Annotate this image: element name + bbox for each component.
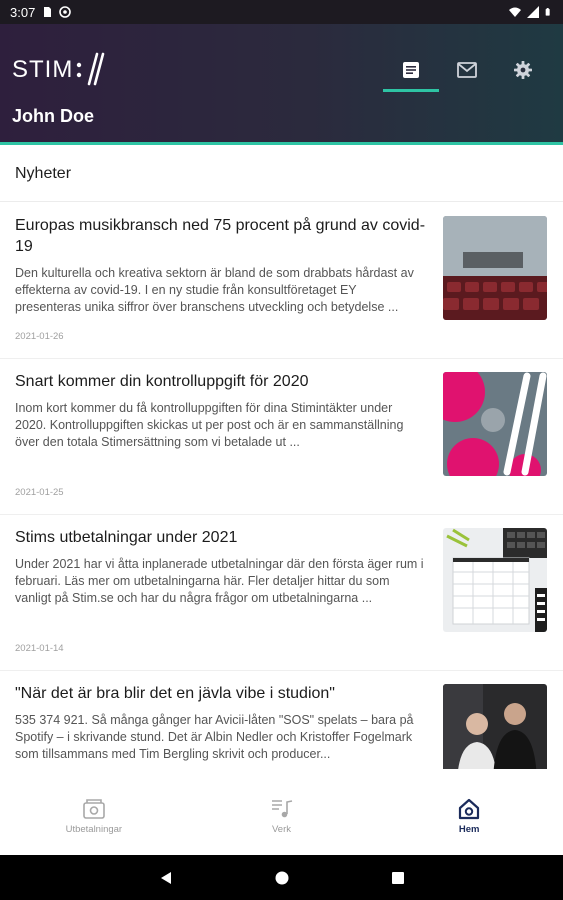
news-excerpt: 535 374 921. Så många gånger har Avicii-låten "SOS" spelats – bara på Spotify – i skrivande stund. Det är Albin Nedler och Kristoffer Fogelmark som tillsammans med Tim Bergling skrivit och producer...: [15, 713, 414, 761]
news-item[interactable]: [0, 203, 563, 359]
news-title: "När det är bra blir det en jävla vibe i studion": [15, 685, 335, 702]
header-accent-line: [0, 142, 563, 145]
news-title: Europas musikbransch ned 75 procent på grund av covid-19: [15, 217, 426, 255]
news-excerpt: Inom kort kommer du få kontrolluppgiften för dina Stimintäkter under 2020. Kontrolluppgiften skickas ut per post och är en sammanställning över den totala Stimersättning som vi betalade ut ...: [15, 401, 404, 449]
sd-card-icon: [41, 6, 53, 18]
news-date: 2021-01-25: [15, 487, 64, 498]
nav-label: Verk: [272, 824, 292, 835]
news-excerpt: Under 2021 har vi åtta inplanerade utbetalningar där den första äger rum i februari. Läs mer om utbetalningarna här. Fler detaljer hittar du som vanligt på Stim.se och har du några frågor om utbetalningarna ...: [15, 557, 424, 605]
status-bar: [0, 0, 563, 24]
logo-text: STIM: [12, 56, 74, 83]
nav-label: Hem: [458, 824, 480, 835]
gear-icon: [513, 60, 533, 80]
news-icon: [401, 60, 421, 80]
signal-icon: [527, 6, 539, 18]
stim-graphic-image: [443, 372, 547, 476]
stim-logo: [12, 52, 105, 88]
nav-item-utbetalningar[interactable]: [0, 798, 188, 835]
android-nav-bar: [0, 855, 563, 900]
back-icon[interactable]: [158, 870, 174, 886]
news-title: Stims utbetalningar under 2021: [15, 529, 238, 546]
nav-label: Utbetalningar: [65, 824, 123, 835]
recents-icon[interactable]: [390, 870, 406, 886]
logo-mark-icon: [75, 52, 105, 88]
music-list-icon: [270, 798, 294, 820]
tab-messages[interactable]: [439, 48, 495, 92]
wallet-icon: [82, 798, 106, 820]
studio-portrait-image: [443, 684, 547, 769]
home-button-icon[interactable]: [274, 870, 290, 886]
status-time: 3:07: [10, 4, 36, 20]
user-name: John Doe: [12, 106, 95, 126]
news-date: 2021-01-26: [15, 331, 64, 342]
wifi-icon: [509, 6, 521, 18]
news-date: 2021-01-14: [15, 643, 64, 654]
mail-icon: [456, 61, 478, 79]
calendar-image: [443, 528, 547, 632]
battery-icon: [545, 6, 553, 18]
section-title: Nyheter: [0, 146, 563, 202]
nav-item-verk[interactable]: [188, 798, 376, 835]
news-item[interactable]: [0, 671, 563, 769]
news-item[interactable]: [0, 359, 563, 515]
news-title: Snart kommer din kontrolluppgift för 2020: [15, 373, 309, 390]
home-icon: [457, 798, 481, 820]
header-tabs: [383, 48, 551, 92]
concert-hall-image: [443, 216, 547, 320]
news-list[interactable]: [0, 203, 563, 769]
news-item[interactable]: [0, 515, 563, 671]
news-excerpt: Den kulturella och kreativa sektorn är bland de som drabbats hårdast av effekterna av covid-19. I en ny studie från konsultföretaget EY presenteras unika siffror över branschens utveckling och betydelse ...: [15, 266, 414, 314]
nav-item-hem[interactable]: [375, 798, 563, 835]
app-header: [0, 24, 563, 145]
tab-settings[interactable]: [495, 48, 551, 92]
tab-news[interactable]: [383, 48, 439, 92]
bottom-nav: [0, 778, 563, 855]
sync-icon: [59, 6, 71, 18]
